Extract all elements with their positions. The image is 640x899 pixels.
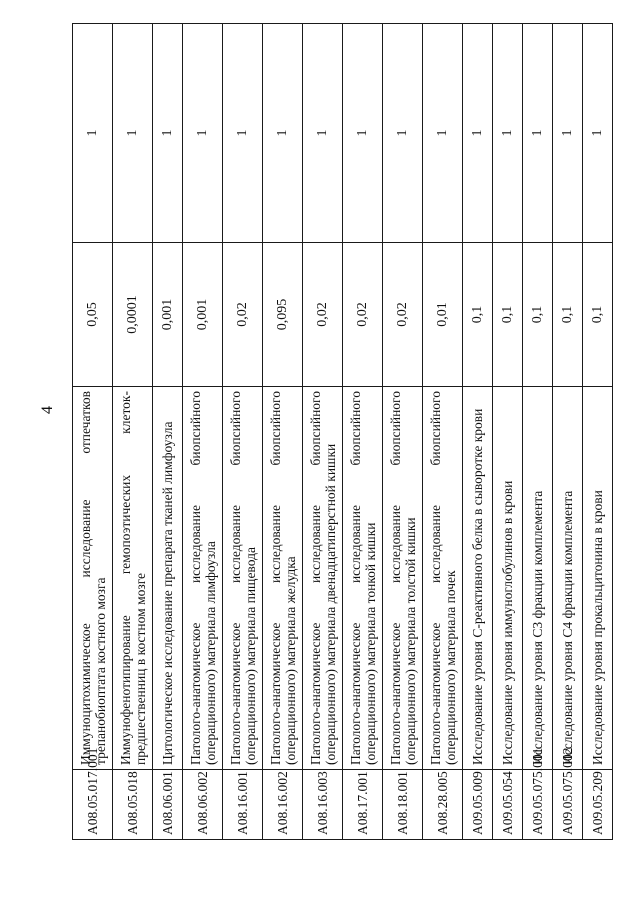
frequency-value: 0,02	[303, 243, 343, 387]
service-code: A08.16.003	[303, 770, 343, 840]
service-code: A08.16.001	[223, 770, 263, 840]
service-name	[553, 387, 583, 770]
service-name-line: предшественниц в костном мозге	[132, 572, 148, 765]
table-row	[73, 24, 113, 840]
multiplicity-value: 1	[343, 24, 383, 243]
page-number: 4	[39, 406, 56, 414]
multiplicity-value: 1	[493, 24, 523, 243]
service-name-line: Патолого-анатомическое исследование биопсийного	[227, 391, 243, 765]
frequency-value: 0,01	[423, 243, 463, 387]
service-name-line: Исследование уровня иммуноглобулинов в крови	[500, 480, 515, 765]
frequency-value: 0,0001	[113, 243, 153, 387]
service-name-line: (операционного) материала лимфоузла	[202, 541, 218, 765]
service-name	[183, 387, 223, 770]
service-name-line: Патолого-анатомическое исследование биопсийного	[187, 391, 203, 765]
table-row	[383, 24, 423, 840]
multiplicity-value: 1	[113, 24, 153, 243]
frequency-value: 0,02	[383, 243, 423, 387]
frequency-value: 0,02	[343, 243, 383, 387]
service-name	[223, 387, 263, 770]
service-name	[153, 387, 183, 770]
service-code: A09.05.209	[583, 770, 613, 840]
service-name	[263, 387, 303, 770]
table-row	[523, 24, 553, 840]
table-row	[303, 24, 343, 840]
service-name	[423, 387, 463, 770]
service-name-line: (операционного) материала желудка	[282, 556, 298, 765]
service-code: A08.06.002	[183, 770, 223, 840]
services-table	[72, 23, 613, 840]
service-code: A09.05.075.002	[553, 770, 583, 840]
service-name-line: Патолого-анатомическое исследование биопсийного	[387, 391, 403, 765]
table-row	[153, 24, 183, 840]
service-code: A09.05.075.001	[523, 770, 553, 840]
service-code: A08.17.001	[343, 770, 383, 840]
service-name	[343, 387, 383, 770]
service-code: A09.05.054	[493, 770, 523, 840]
multiplicity-value: 1	[523, 24, 553, 243]
service-name-line: Патолого-анатомическое исследование биопсийного	[347, 391, 363, 765]
service-name-line: трепанобиоптата костного мозга	[92, 577, 108, 765]
service-name	[583, 387, 613, 770]
frequency-value: 0,001	[153, 243, 183, 387]
service-name	[73, 387, 113, 770]
multiplicity-value: 1	[153, 24, 183, 243]
frequency-value: 0,001	[183, 243, 223, 387]
frequency-value: 0,1	[583, 243, 613, 387]
multiplicity-value: 1	[303, 24, 343, 243]
table-row	[343, 24, 383, 840]
service-name-line: (операционного) материала двенадцатиперстной кишки	[322, 443, 338, 765]
multiplicity-value: 1	[583, 24, 613, 243]
table-row	[463, 24, 493, 840]
service-name	[523, 387, 553, 770]
service-name-line: Патолого-анатомическое исследование биопсийного	[267, 391, 283, 765]
multiplicity-value: 1	[423, 24, 463, 243]
service-code: A08.28.005	[423, 770, 463, 840]
service-name	[493, 387, 523, 770]
service-name-line: (операционного) материала почек	[442, 570, 458, 765]
service-name	[463, 387, 493, 770]
table-row	[553, 24, 583, 840]
service-code: A08.18.001	[383, 770, 423, 840]
table-row	[113, 24, 153, 840]
service-name-line: (операционного) материала пищевода	[242, 547, 258, 765]
frequency-value: 0,05	[73, 243, 113, 387]
frequency-value: 0,02	[223, 243, 263, 387]
service-name-line: Патолого-анатомическое исследование биопсийного	[427, 391, 443, 765]
multiplicity-value: 1	[553, 24, 583, 243]
multiplicity-value: 1	[223, 24, 263, 243]
service-name	[113, 387, 153, 770]
multiplicity-value: 1	[463, 24, 493, 243]
frequency-value: 0,1	[493, 243, 523, 387]
multiplicity-value: 1	[183, 24, 223, 243]
table-row	[263, 24, 303, 840]
service-name	[383, 387, 423, 770]
service-code: A09.05.009	[463, 770, 493, 840]
table-row	[493, 24, 523, 840]
service-name-line: Иммунофенотипирование гемопоэтических клеток-	[117, 391, 133, 765]
table-row	[223, 24, 263, 840]
frequency-value: 0,1	[553, 243, 583, 387]
multiplicity-value: 1	[383, 24, 423, 243]
table-row	[583, 24, 613, 840]
service-code: A08.06.001	[153, 770, 183, 840]
service-name-line: (операционного) материала толстой кишки	[402, 517, 418, 765]
service-name-line: Исследование уровня С-реактивного белка в сыворотке крови	[470, 408, 485, 765]
multiplicity-value: 1	[73, 24, 113, 243]
frequency-value: 0,1	[463, 243, 493, 387]
service-code: A08.05.018	[113, 770, 153, 840]
table-row	[423, 24, 463, 840]
service-name	[303, 387, 343, 770]
services-table-body	[73, 24, 613, 840]
service-name-line: (операционного) материала тонкой кишки	[362, 522, 378, 765]
multiplicity-value: 1	[263, 24, 303, 243]
service-name-line: Цитологическое исследование препарата тканей лимфоузла	[160, 421, 175, 765]
service-name-line: Исследование уровня С3 фракции комплемента	[530, 490, 545, 765]
service-code: A08.16.002	[263, 770, 303, 840]
service-code: A08.05.017.001	[73, 770, 113, 840]
frequency-value: 0,095	[263, 243, 303, 387]
service-name-line: Патолого-анатомическое исследование биопсийного	[307, 391, 323, 765]
table-row	[183, 24, 223, 840]
service-name-line: Исследование уровня С4 фракции комплемента	[560, 490, 575, 765]
service-name-line: Исследование уровня прокальцитонина в крови	[590, 490, 605, 765]
service-name-line: Иммуноцитохимическое исследование отпечатков	[77, 391, 93, 765]
frequency-value: 0,1	[523, 243, 553, 387]
